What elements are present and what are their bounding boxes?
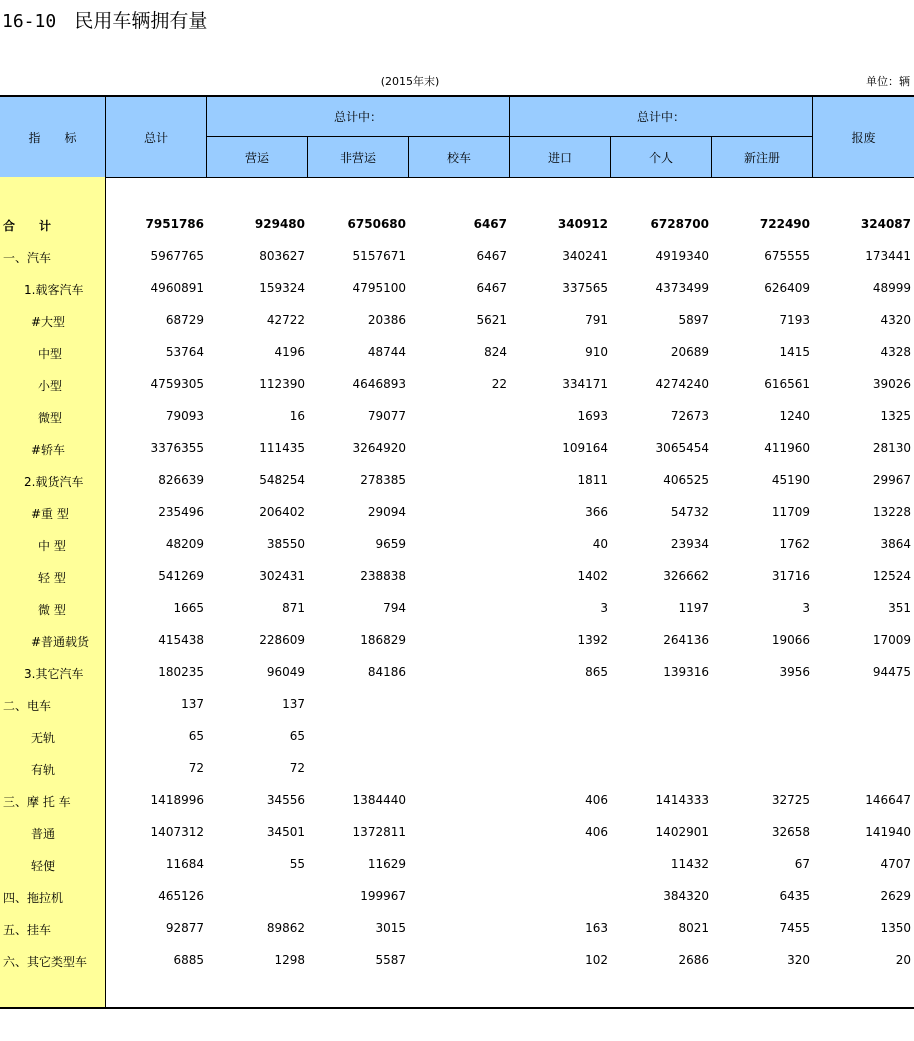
row-value: 803627	[259, 249, 305, 263]
row-label: 中 型	[38, 539, 66, 553]
header-divider	[307, 136, 308, 177]
row-value: 92877	[165, 921, 204, 935]
row-value: 4707	[880, 857, 911, 871]
header-private: 个人	[648, 150, 673, 165]
row-value: 4328	[880, 345, 911, 359]
row-value: 3956	[779, 665, 810, 679]
unit-label: 单位：辆	[866, 75, 910, 88]
table-row	[0, 625, 914, 657]
row-label: 中型	[38, 347, 63, 361]
row-value: 791	[585, 313, 608, 327]
table-row	[0, 817, 914, 849]
header-newly-registered: 新注册	[743, 150, 780, 165]
row-value: 2686	[678, 953, 709, 967]
table-row	[0, 369, 914, 401]
row-label: 无轨	[31, 731, 56, 745]
row-value: 102	[585, 953, 608, 967]
row-value: 1693	[577, 409, 608, 423]
table-row	[0, 337, 914, 369]
row-value: 22	[491, 377, 507, 391]
row-value: 163	[585, 921, 608, 935]
row-value: 11432	[670, 857, 709, 871]
row-value: 206402	[259, 505, 305, 519]
row-value: 4274240	[655, 377, 709, 391]
row-value: 13228	[872, 505, 911, 519]
row-value: 406525	[663, 473, 709, 487]
row-value: 79093	[165, 409, 204, 423]
row-value: 1384440	[352, 793, 406, 807]
row-value: 16	[289, 409, 305, 423]
header-bottom-rule	[0, 177, 914, 178]
row-value: 1402901	[655, 825, 709, 839]
row-value: 7193	[779, 313, 810, 327]
row-value: 406	[585, 793, 608, 807]
row-value: 1350	[880, 921, 911, 935]
table-row	[0, 305, 914, 337]
row-value: 4795100	[352, 281, 406, 295]
table-row	[0, 465, 914, 497]
table-row	[0, 913, 914, 945]
row-value: 366	[585, 505, 608, 519]
row-value: 34556	[266, 793, 305, 807]
row-value: 8021	[678, 921, 709, 935]
row-value: 38550	[266, 537, 305, 551]
row-value: 675555	[764, 249, 810, 263]
row-value: 340241	[562, 249, 608, 263]
row-value: 1414333	[655, 793, 709, 807]
row-label: 轻 型	[38, 571, 66, 585]
row-value: 159324	[259, 281, 305, 295]
row-value: 72673	[670, 409, 709, 423]
row-value: 2629	[880, 889, 911, 903]
row-value: 6750680	[347, 217, 406, 231]
row-value: 5897	[678, 313, 709, 327]
row-value: 96049	[266, 665, 305, 679]
row-value: 84186	[367, 665, 406, 679]
row-value: 20689	[670, 345, 709, 359]
row-value: 32725	[771, 793, 810, 807]
table-row	[0, 753, 914, 785]
row-value: 146647	[865, 793, 911, 807]
row-value: 48209	[165, 537, 204, 551]
row-value: 32658	[771, 825, 810, 839]
table-row	[0, 561, 914, 593]
table-row	[0, 593, 914, 625]
row-value: 351	[888, 601, 911, 615]
table-row	[0, 849, 914, 881]
row-value: 616561	[764, 377, 810, 391]
row-value: 180235	[158, 665, 204, 679]
table-row	[0, 945, 914, 977]
row-value: 1665	[173, 601, 204, 615]
row-value: 324087	[860, 217, 911, 231]
row-value: 199967	[360, 889, 406, 903]
row-value: 6467	[476, 249, 507, 263]
header-divider	[610, 136, 611, 177]
row-value: 1415	[779, 345, 810, 359]
header-divider	[812, 97, 813, 177]
row-value: 465126	[158, 889, 204, 903]
row-label: #普通载货	[31, 635, 90, 649]
row-value: 1298	[274, 953, 305, 967]
header-imported: 进口	[547, 150, 572, 165]
row-value: 53764	[165, 345, 204, 359]
row-value: 326662	[663, 569, 709, 583]
header-scrapped: 报废	[851, 130, 876, 145]
row-value: 6435	[779, 889, 810, 903]
row-value: 20386	[367, 313, 406, 327]
row-value: 31716	[771, 569, 810, 583]
header-divider	[510, 136, 812, 137]
row-label: #重 型	[31, 507, 69, 521]
row-value: 141940	[865, 825, 911, 839]
row-value: 1240	[779, 409, 810, 423]
row-value: 186829	[360, 633, 406, 647]
row-value: 94475	[872, 665, 911, 679]
row-value: 1762	[779, 537, 810, 551]
row-value: 11709	[771, 505, 810, 519]
row-label: 有轨	[31, 763, 56, 777]
row-value: 415438	[158, 633, 204, 647]
header-divider	[711, 136, 712, 177]
row-value: 173441	[865, 249, 911, 263]
row-label: #大型	[31, 315, 66, 329]
row-value: 11629	[367, 857, 406, 871]
header-non-operating: 非营运	[339, 150, 376, 165]
row-value: 72	[289, 761, 305, 775]
row-value: 19066	[771, 633, 810, 647]
row-value: 337565	[562, 281, 608, 295]
table-body	[0, 209, 914, 977]
row-label: 微 型	[38, 603, 66, 617]
row-label: 3.其它汽车	[24, 667, 84, 681]
header-group-1: 总计中：	[333, 110, 382, 124]
header-divider	[206, 136, 207, 177]
table-row	[0, 689, 914, 721]
row-value: 865	[585, 665, 608, 679]
table-row	[0, 273, 914, 305]
row-value: 1407312	[150, 825, 204, 839]
row-label: 一、汽车	[3, 251, 52, 265]
table-row	[0, 529, 914, 561]
row-value: 334171	[562, 377, 608, 391]
row-label: 普通	[31, 827, 56, 841]
row-value: 6728700	[650, 217, 709, 231]
row-value: 4646893	[352, 377, 406, 391]
row-value: 34501	[266, 825, 305, 839]
row-label: 小型	[38, 379, 63, 393]
row-value: 411960	[764, 441, 810, 455]
row-label: 微型	[38, 411, 63, 425]
row-value: 340912	[557, 217, 608, 231]
row-label: #轿车	[31, 443, 66, 457]
row-value: 5621	[476, 313, 507, 327]
row-value: 3065454	[655, 441, 709, 455]
row-label: 三、摩 托 车	[3, 795, 71, 809]
row-value: 72	[188, 761, 204, 775]
row-label: 1.载客汽车	[24, 283, 84, 297]
row-value: 17009	[872, 633, 911, 647]
row-value: 626409	[764, 281, 810, 295]
row-value: 3864	[880, 537, 911, 551]
row-label: 四、拖拉机	[3, 891, 64, 905]
row-value: 824	[484, 345, 507, 359]
row-value: 384320	[663, 889, 709, 903]
row-value: 6467	[476, 281, 507, 295]
row-value: 235496	[158, 505, 204, 519]
row-value: 48999	[872, 281, 911, 295]
row-value: 264136	[663, 633, 709, 647]
row-value: 12524	[872, 569, 911, 583]
table-subtitle: (2015年末)	[380, 75, 440, 88]
header-group-2: 总计中：	[636, 110, 685, 124]
row-value: 4320	[880, 313, 911, 327]
row-value: 548254	[259, 473, 305, 487]
table-header	[0, 97, 914, 177]
table-row	[0, 881, 914, 913]
row-value: 112390	[259, 377, 305, 391]
header-indicator: 指 标	[28, 130, 77, 145]
row-value: 48744	[367, 345, 406, 359]
header-divider	[207, 136, 509, 137]
row-value: 406	[585, 825, 608, 839]
row-value: 79077	[367, 409, 406, 423]
row-value: 9659	[375, 537, 406, 551]
row-value: 910	[585, 345, 608, 359]
row-value: 541269	[158, 569, 204, 583]
row-value: 722490	[759, 217, 810, 231]
table-number: 16-10	[2, 11, 57, 32]
row-value: 7951786	[145, 217, 204, 231]
row-value: 65	[289, 729, 305, 743]
row-value: 111435	[259, 441, 305, 455]
row-value: 54732	[670, 505, 709, 519]
row-value: 6467	[473, 217, 507, 231]
header-total: 总计	[143, 130, 168, 145]
row-value: 320	[787, 953, 810, 967]
row-value: 23934	[670, 537, 709, 551]
row-value: 1197	[678, 601, 709, 615]
row-value: 55	[289, 857, 305, 871]
row-label: 五、挂车	[3, 923, 52, 937]
row-value: 28130	[872, 441, 911, 455]
table-row	[0, 241, 914, 273]
table-bottom-rule	[0, 1007, 914, 1009]
table-row	[0, 497, 914, 529]
row-value: 4919340	[655, 249, 709, 263]
row-value: 11684	[165, 857, 204, 871]
row-value: 5967765	[150, 249, 204, 263]
row-value: 1811	[577, 473, 608, 487]
header-school-bus: 校车	[446, 150, 471, 165]
header-operating: 营运	[244, 150, 269, 165]
row-value: 3264920	[352, 441, 406, 455]
table-title	[2, 6, 207, 33]
table-row	[0, 657, 914, 689]
table-row	[0, 721, 914, 753]
row-value: 29967	[872, 473, 911, 487]
header-divider	[206, 97, 207, 137]
row-value: 1402	[577, 569, 608, 583]
row-label: 2.载货汽车	[24, 475, 84, 489]
row-value: 42722	[266, 313, 305, 327]
row-label: 六、其它类型车	[3, 955, 88, 969]
header-divider	[408, 136, 409, 177]
row-value: 1392	[577, 633, 608, 647]
row-value: 3376355	[150, 441, 204, 455]
row-value: 1325	[880, 409, 911, 423]
row-value: 4373499	[655, 281, 709, 295]
row-value: 302431	[259, 569, 305, 583]
table-row	[0, 433, 914, 465]
table-title-text: 民用车辆拥有量	[74, 10, 208, 32]
row-value: 826639	[158, 473, 204, 487]
row-value: 3015	[375, 921, 406, 935]
row-value: 7455	[779, 921, 810, 935]
row-value: 3	[802, 601, 810, 615]
header-divider	[509, 97, 510, 177]
row-value: 68729	[165, 313, 204, 327]
row-value: 4196	[274, 345, 305, 359]
row-value: 39026	[872, 377, 911, 391]
row-value: 794	[383, 601, 406, 615]
row-value: 228609	[259, 633, 305, 647]
row-value: 109164	[562, 441, 608, 455]
row-label: 轻便	[31, 859, 56, 873]
row-value: 4960891	[150, 281, 204, 295]
row-value: 65	[188, 729, 204, 743]
row-label: 合 计	[3, 219, 52, 233]
row-value: 4759305	[150, 377, 204, 391]
row-value: 6885	[173, 953, 204, 967]
row-value: 3	[600, 601, 608, 615]
table-row	[0, 785, 914, 817]
row-value: 137	[282, 697, 305, 711]
row-value: 29094	[367, 505, 406, 519]
row-label: 二、电车	[3, 699, 52, 713]
row-value: 5157671	[352, 249, 406, 263]
row-value: 238838	[360, 569, 406, 583]
row-value: 40	[592, 537, 608, 551]
row-value: 5587	[375, 953, 406, 967]
row-value: 45190	[771, 473, 810, 487]
row-value: 871	[282, 601, 305, 615]
row-value: 139316	[663, 665, 709, 679]
row-value: 137	[181, 697, 204, 711]
row-value: 89862	[266, 921, 305, 935]
row-value: 1372811	[352, 825, 406, 839]
row-value: 1418996	[150, 793, 204, 807]
row-value: 278385	[360, 473, 406, 487]
row-value: 929480	[254, 217, 305, 231]
table-row	[0, 401, 914, 433]
row-value: 67	[794, 857, 810, 871]
table-row	[0, 209, 914, 241]
row-value: 20	[895, 953, 911, 967]
